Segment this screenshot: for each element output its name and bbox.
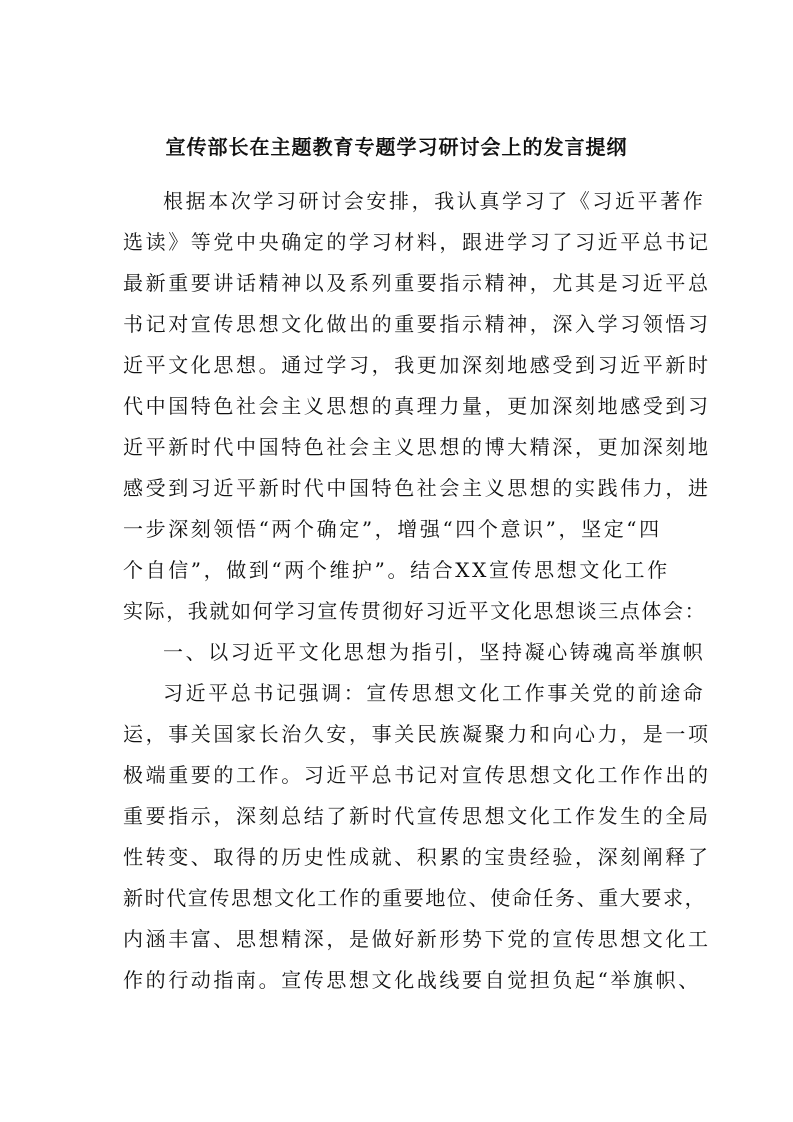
- body-line-17: 性转变、取得的历史性成就、积累的宝贵经验，深刻阐释了: [123, 845, 711, 869]
- body-line-2: 选读》等党中央确定的学习材料，跟进学习了习近平总书记: [123, 230, 711, 254]
- body-line-9: 一步深刻领悟“两个确定”，增强“四个意识”，坚定“四: [123, 517, 662, 541]
- body-line-20: 作的行动指南。宣传思想文化战线要自觉担负起“举旗帜、: [123, 968, 701, 992]
- body-line-8: 感受到习近平新时代中国特色社会主义思想的实践伟力，进: [123, 476, 711, 500]
- body-line-16: 重要指示，深刻总结了新时代宣传思想文化工作发生的全局: [123, 804, 711, 828]
- body-line-11: 实际，我就如何学习宣传贯彻好习近平文化思想谈三点体会：: [123, 599, 707, 623]
- body-line-10: 个自信”，做到“两个维护”。结合XX宣传思想文化工作: [123, 558, 670, 582]
- body-line-13: 习近平总书记强调：宣传思想文化工作事关党的前途命: [163, 681, 706, 705]
- section-heading-1: 一、以习近平文化思想为指引，坚持凝心铸魂高举旗帜: [163, 640, 706, 664]
- body-line-14: 运，事关国家长治久安，事关民族凝聚力和向心力，是一项: [123, 722, 711, 746]
- body-line-7: 近平新时代中国特色社会主义思想的博大精深，更加深刻地: [123, 435, 711, 459]
- body-line-4: 书记对宣传思想文化做出的重要指示精神，深入学习领悟习: [123, 312, 711, 336]
- body-line-6: 代中国特色社会主义思想的真理力量，更加深刻地感受到习: [123, 394, 711, 418]
- body-line-1: 根据本次学习研讨会安排，我认真学习了《习近平著作: [163, 189, 706, 213]
- body-line-3: 最新重要讲话精神以及系列重要指示精神，尤其是习近平总: [123, 271, 711, 295]
- body-line-5: 近平文化思想。通过学习，我更加深刻地感受到习近平新时: [123, 353, 711, 377]
- body-line-15: 极端重要的工作。习近平总书记对宣传思想文化工作作出的: [123, 763, 711, 787]
- body-line-19: 内涵丰富、思想精深，是做好新形势下党的宣传思想文化工: [123, 927, 711, 951]
- body-line-18: 新时代宣传思想文化工作的重要地位、使命任务、重大要求，: [123, 886, 707, 910]
- document-title: 宣传部长在主题教育专题学习研讨会上的发言提纲: [165, 135, 628, 159]
